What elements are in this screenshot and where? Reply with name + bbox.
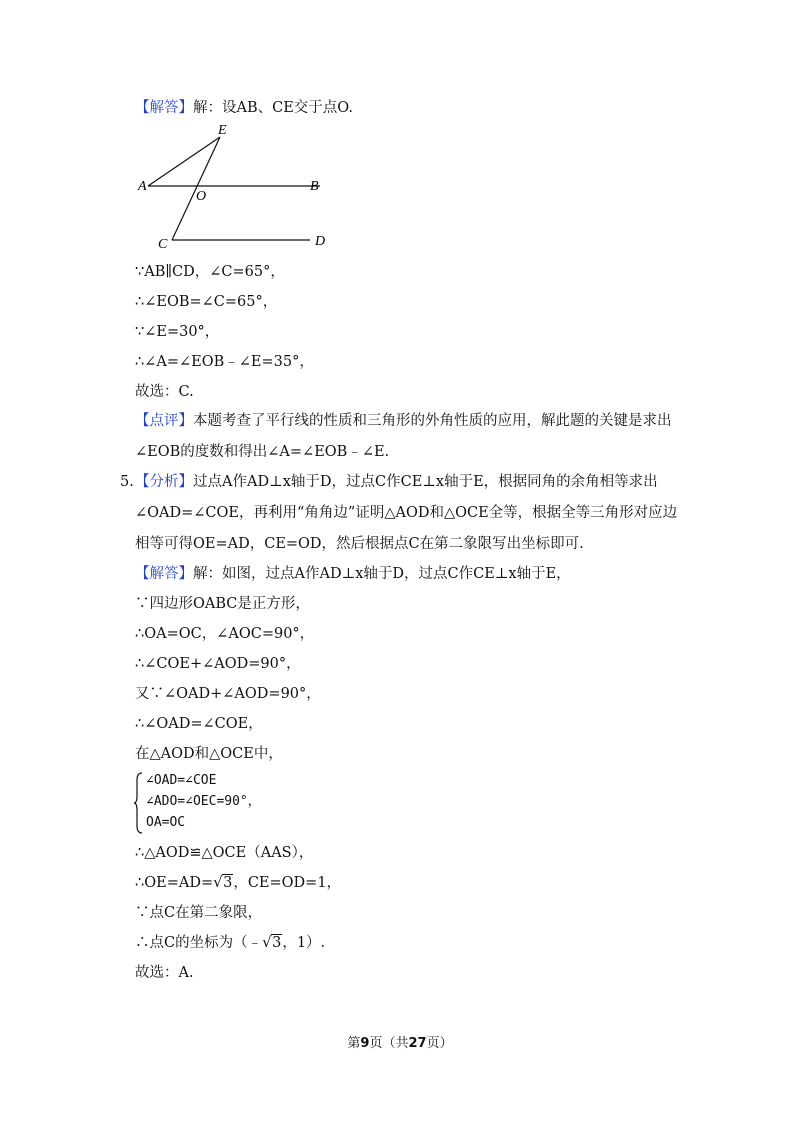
- analysis-text-3: 相等可得OE=AD，CE=OD，然后根据点C在第二象限写出坐标即可.: [135, 536, 584, 552]
- step-line: ∴OA=OC，∠AOC=90°，: [135, 626, 315, 642]
- answer-intro: 解：如图，过点A作AD⊥x轴于D，过点C作CE⊥x轴于E，: [193, 566, 571, 582]
- step-line: ∵四边形OABC是正方形，: [135, 596, 310, 612]
- oe-suffix: ，CE=OD=1，: [233, 875, 342, 891]
- coordinate-line: [135, 933, 325, 953]
- answer-intro: 解：设AB、CE交于点O.: [193, 100, 353, 116]
- footer-mid: 页（共: [369, 1036, 409, 1051]
- system-equation: ∠ADO=∠OEC=90°，: [146, 794, 261, 809]
- step-line: ∴∠OAD=∠COE，: [135, 716, 263, 732]
- label-b: B: [310, 179, 319, 194]
- brace-icon: [133, 772, 143, 834]
- footer-prefix: 第: [347, 1036, 361, 1051]
- page-footer: [0, 1034, 800, 1054]
- sqrt-three: √ 3: [262, 933, 282, 951]
- analysis-5: [135, 472, 658, 492]
- label-o: O: [196, 189, 207, 204]
- step-line: 故选：C.: [135, 384, 194, 400]
- comment-4: [135, 411, 672, 431]
- comment-text-2: ∠EOB的度数和得出∠A=∠EOB﹣∠E.: [135, 444, 390, 460]
- quadrant-line: ∵点C在第二象限，: [135, 905, 263, 921]
- analysis-text: 过点A作AD⊥x轴于D，过点C作CE⊥x轴于E，根据同角的余角相等求出: [193, 474, 658, 490]
- radicand: 3: [272, 935, 282, 951]
- congruence-line: ∴△AOD≌△OCE（AAS），: [135, 845, 314, 861]
- label-e: E: [218, 123, 227, 138]
- question-number: 5.: [120, 474, 134, 490]
- label-a: A: [138, 179, 147, 194]
- page-number: 9: [360, 1036, 370, 1051]
- parallel-lines-figure: [130, 120, 340, 255]
- final-answer: 故选：A.: [135, 965, 194, 981]
- oe-prefix: ∴OE=AD=: [135, 875, 214, 891]
- radicand: 3: [223, 875, 233, 891]
- analysis-tag: 【分析】: [135, 474, 193, 490]
- label-c: C: [158, 237, 168, 252]
- comment-text: 本题考查了平行线的性质和三角形的外角性质的应用，解此题的关键是求出: [193, 413, 672, 429]
- step-line: 又∵∠OAD+∠AOD=90°，: [135, 686, 321, 702]
- label-d: D: [315, 234, 326, 249]
- total-pages: 27: [408, 1036, 427, 1051]
- answer-tag: 【解答】: [135, 100, 193, 116]
- answer-heading-4: [135, 98, 353, 118]
- step-line: ∴∠COE+∠AOD=90°，: [135, 656, 301, 672]
- step-line: ∵∠E=30°，: [135, 324, 220, 340]
- footer-suffix: 页）: [426, 1036, 453, 1051]
- comment-tag: 【点评】: [135, 413, 193, 429]
- step-line: ∴∠A=∠EOB﹣∠E=35°，: [135, 354, 314, 370]
- analysis-text-2: ∠OAD=∠COE，再利用“角角边”证明△AOD和△OCE全等，根据全等三角形对应边: [135, 505, 678, 521]
- system-equation: ∠OAD=∠COE: [146, 773, 217, 788]
- system-equation: OA=OC: [146, 815, 186, 830]
- step-line: 在△AOD和△OCE中，: [135, 746, 283, 762]
- answer-heading-5: [135, 564, 571, 584]
- coord-suffix: ，1）.: [282, 935, 326, 951]
- coord-prefix: ∴点C的坐标为（﹣: [135, 935, 263, 951]
- step-line: ∵AB∥CD，∠C=65°，: [135, 264, 285, 280]
- oe-line: [135, 873, 341, 893]
- answer-tag: 【解答】: [135, 566, 193, 582]
- sqrt-three: √ 3: [213, 873, 233, 891]
- step-line: ∴∠EOB=∠C=65°，: [135, 294, 278, 310]
